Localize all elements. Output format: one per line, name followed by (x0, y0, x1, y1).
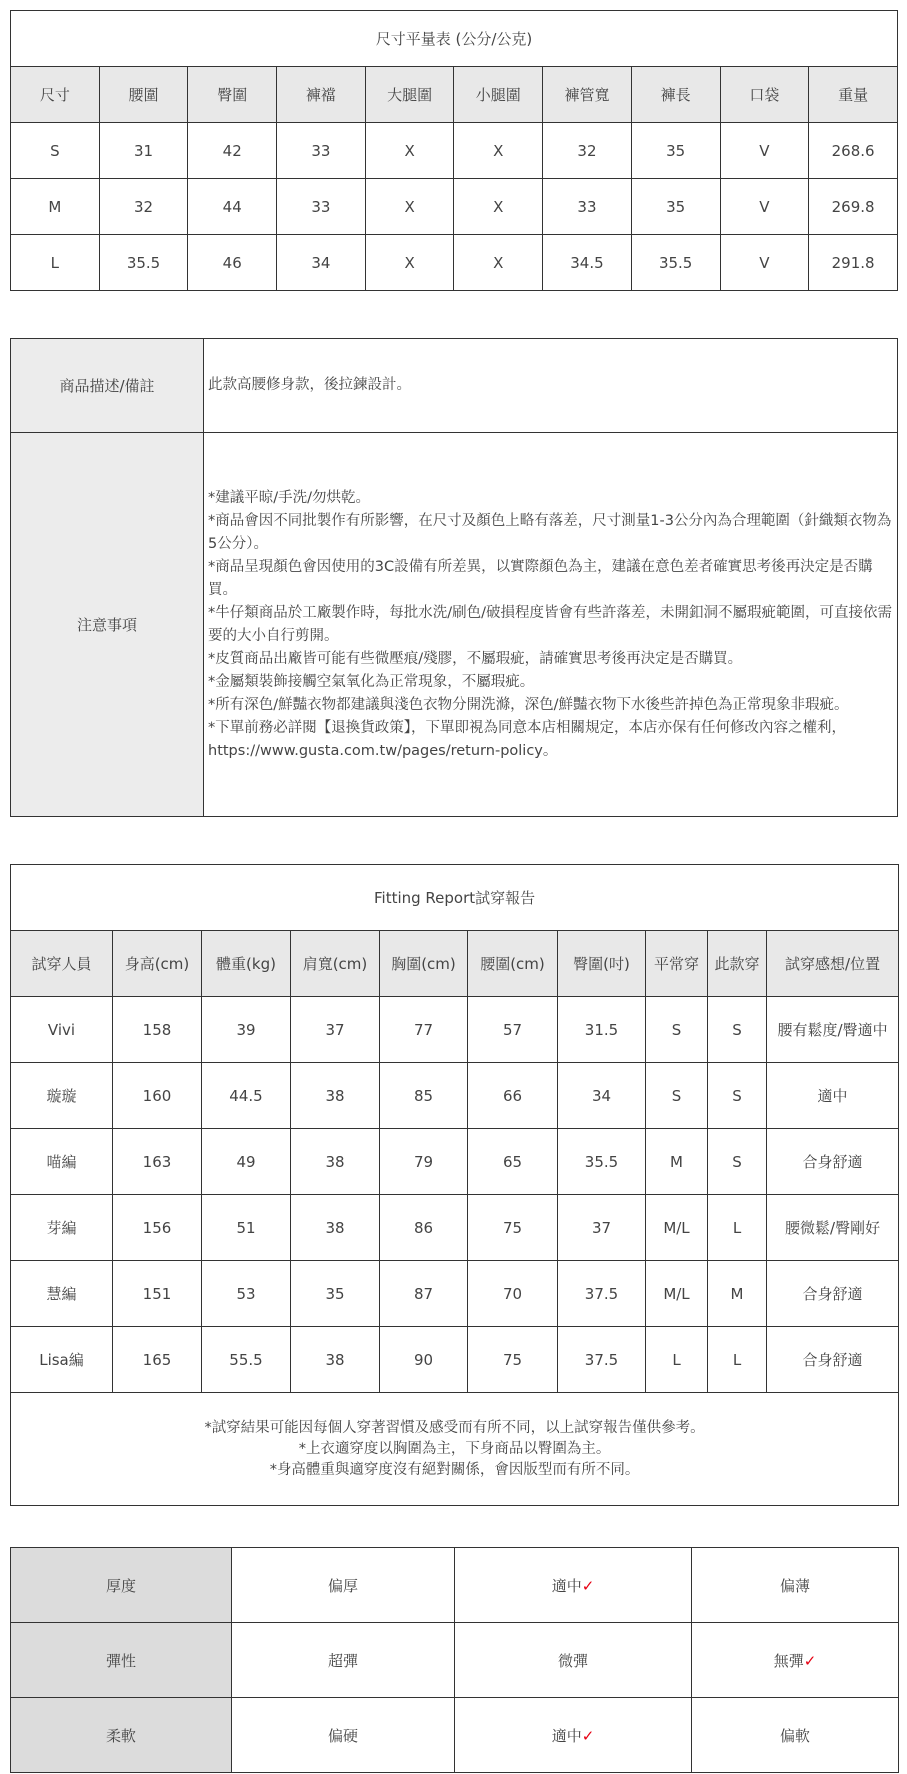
table-cell: L (11, 235, 100, 291)
attribute-row (11, 1623, 899, 1698)
table-cell: 87 (380, 1261, 468, 1327)
table-cell: 34 (277, 235, 366, 291)
fitting-report-header (11, 931, 899, 997)
option-label: 偏硬 (327, 1726, 358, 1745)
table-cell: 腰有鬆度/臀適中 (767, 997, 899, 1063)
note-line: *商品呈現顏色會因使用的3C設備有所差異，以實際顏色為主，建議在意色差者確實思考後再決定是否購買。 (208, 558, 873, 598)
table-cell: M/L (646, 1195, 708, 1261)
size-table-title: 尺寸平量表 (公分/公克) (11, 11, 898, 67)
note-line: *建議平晾/手洗/勿烘乾。 (208, 489, 371, 506)
table-row (11, 1261, 899, 1327)
table-cell: 31 (99, 123, 188, 179)
note-line: *金屬類裝飾接觸空氣氧化為正常現象，不屬瑕疵。 (208, 673, 535, 690)
table-cell: S (11, 123, 100, 179)
check-icon: ✓ (581, 1576, 595, 1595)
description-label: 商品描述/備註 (11, 339, 204, 433)
attribute-option (232, 1623, 455, 1698)
table-cell: 35.5 (558, 1129, 646, 1195)
table-cell: M (708, 1261, 767, 1327)
table-cell: 269.8 (809, 179, 898, 235)
table-cell: L (708, 1327, 767, 1393)
table-cell: 37.5 (558, 1261, 646, 1327)
attribute-option (692, 1698, 899, 1773)
table-cell: 46 (188, 235, 277, 291)
table-cell: 44.5 (202, 1063, 291, 1129)
table-cell: 53 (202, 1261, 291, 1327)
column-header: 胸圍(cm) (380, 931, 468, 997)
fitting-notes-row (11, 1393, 899, 1506)
table-cell: X (365, 179, 454, 235)
table-cell: 35.5 (99, 235, 188, 291)
table-cell: X (454, 179, 543, 235)
table-cell: 合身舒適 (767, 1129, 899, 1195)
column-header: 臀圍(吋) (558, 931, 646, 997)
check-icon: ✓ (581, 1726, 595, 1745)
table-cell: 35 (631, 179, 720, 235)
attribute-label: 柔軟 (11, 1698, 232, 1773)
table-cell: V (720, 235, 809, 291)
table-cell: 35 (631, 123, 720, 179)
column-header: 此款穿 (708, 931, 767, 997)
table-cell: 38 (291, 1063, 380, 1129)
table-cell: L (646, 1327, 708, 1393)
table-cell: 151 (113, 1261, 202, 1327)
table-cell: 33 (277, 123, 366, 179)
description-text: 此款高腰修身款，後拉鍊設計。 (204, 339, 898, 433)
table-cell: 75 (468, 1327, 558, 1393)
table-cell: 79 (380, 1129, 468, 1195)
column-header: 身高(cm) (113, 931, 202, 997)
attribute-option (455, 1548, 692, 1623)
size-table-header (11, 67, 898, 123)
option-label: 無彈 (773, 1651, 804, 1670)
table-cell: 165 (113, 1327, 202, 1393)
note-line: *下單前務必詳閱【退換貨政策】，下單即視為同意本店相關規定，本店亦保有任何修改內容之權利，https://www.gusta.com.tw/pages/return-policy。 (208, 719, 846, 759)
table-cell: 268.6 (809, 123, 898, 179)
attribute-option (455, 1698, 692, 1773)
table-cell: 163 (113, 1129, 202, 1195)
attribute-option (455, 1623, 692, 1698)
attribute-row (11, 1548, 899, 1623)
table-cell: 57 (468, 997, 558, 1063)
table-cell: X (454, 123, 543, 179)
table-cell: 32 (543, 123, 632, 179)
fitting-report-title: Fitting Report試穿報告 (11, 865, 899, 931)
table-row (11, 1327, 899, 1393)
notes-text (204, 433, 898, 817)
table-cell: 35 (291, 1261, 380, 1327)
column-header: 腰圍 (99, 67, 188, 123)
table-cell: M/L (646, 1261, 708, 1327)
note-line: *身高體重與適穿度沒有絕對關係，會因版型而有所不同。 (269, 1461, 640, 1478)
table-cell: 32 (99, 179, 188, 235)
table-cell: X (454, 235, 543, 291)
table-cell: 55.5 (202, 1327, 291, 1393)
table-cell: 璇璇 (11, 1063, 113, 1129)
table-cell: 適中 (767, 1063, 899, 1129)
table-cell: 37 (291, 997, 380, 1063)
table-cell: 75 (468, 1195, 558, 1261)
column-header: 尺寸 (11, 67, 100, 123)
table-row (11, 1129, 899, 1195)
table-cell: 34 (558, 1063, 646, 1129)
fabric-attributes-table (10, 1547, 899, 1773)
column-header: 腰圍(cm) (468, 931, 558, 997)
table-cell: V (720, 179, 809, 235)
table-row (11, 123, 898, 179)
table-cell: 34.5 (543, 235, 632, 291)
table-cell: 156 (113, 1195, 202, 1261)
table-cell: 44 (188, 179, 277, 235)
attribute-option (232, 1698, 455, 1773)
table-cell: 合身舒適 (767, 1261, 899, 1327)
table-cell: 37.5 (558, 1327, 646, 1393)
option-label: 適中 (551, 1576, 582, 1595)
table-cell: 33 (543, 179, 632, 235)
column-header: 體重(kg) (202, 931, 291, 997)
table-cell: S (708, 1129, 767, 1195)
column-header: 臀圍 (188, 67, 277, 123)
note-line: *商品會因不同批製作有所影響，在尺寸及顏色上略有落差，尺寸測量1-3公分內為合理範圍（針織類衣物為5公分）。 (208, 512, 892, 552)
table-cell: Vivi (11, 997, 113, 1063)
table-cell: 90 (380, 1327, 468, 1393)
table-cell: 38 (291, 1195, 380, 1261)
column-header: 試穿人員 (11, 931, 113, 997)
column-header: 褲長 (631, 67, 720, 123)
option-label: 超彈 (327, 1651, 358, 1670)
note-line: *所有深色/鮮豔衣物都建議與淺色衣物分開洗滌，深色/鮮豔衣物下水後些許掉色為正常現象非瑕疵。 (208, 696, 849, 713)
table-row (11, 235, 898, 291)
table-cell: 51 (202, 1195, 291, 1261)
table-cell: 66 (468, 1063, 558, 1129)
table-cell: 腰微鬆/臀剛好 (767, 1195, 899, 1261)
table-cell: L (708, 1195, 767, 1261)
note-line: *牛仔類商品於工廠製作時，每批水洗/刷色/破損程度皆會有些許落差，未開釦洞不屬瑕疵範圍，可直接依需要的大小自行剪開。 (208, 604, 893, 644)
column-header: 口袋 (720, 67, 809, 123)
table-cell: 31.5 (558, 997, 646, 1063)
option-label: 適中 (551, 1726, 582, 1745)
check-icon: ✓ (803, 1651, 817, 1670)
table-cell: 160 (113, 1063, 202, 1129)
table-cell: 38 (291, 1327, 380, 1393)
table-cell: 喵編 (11, 1129, 113, 1195)
table-cell: 86 (380, 1195, 468, 1261)
table-cell: 芽編 (11, 1195, 113, 1261)
table-cell: 合身舒適 (767, 1327, 899, 1393)
table-cell: 291.8 (809, 235, 898, 291)
notes-label: 注意事項 (11, 433, 204, 817)
note-line: *試穿結果可能因每個人穿著習慣及感受而有所不同，以上試穿報告僅供參考。 (204, 1419, 705, 1436)
table-cell: 35.5 (631, 235, 720, 291)
fitting-report-table (10, 864, 899, 1506)
column-header: 大腿圍 (365, 67, 454, 123)
table-cell: M (11, 179, 100, 235)
option-label: 偏厚 (327, 1576, 358, 1595)
table-row (11, 179, 898, 235)
note-line: *皮質商品出廠皆可能有些微壓痕/殘膠，不屬瑕疵，請確實思考後再決定是否購買。 (208, 650, 743, 667)
table-cell: 49 (202, 1129, 291, 1195)
attribute-option (692, 1548, 899, 1623)
table-cell: X (365, 235, 454, 291)
table-cell: Lisa編 (11, 1327, 113, 1393)
option-label: 偏軟 (779, 1726, 810, 1745)
description-table (10, 338, 898, 817)
fitting-notes (11, 1393, 899, 1506)
table-cell: 37 (558, 1195, 646, 1261)
table-cell: V (720, 123, 809, 179)
table-cell: 85 (380, 1063, 468, 1129)
table-cell: 77 (380, 997, 468, 1063)
table-cell: 33 (277, 179, 366, 235)
table-cell: 65 (468, 1129, 558, 1195)
attribute-label: 厚度 (11, 1548, 232, 1623)
table-cell: S (708, 997, 767, 1063)
table-row (11, 1063, 899, 1129)
column-header: 肩寬(cm) (291, 931, 380, 997)
table-row (11, 997, 899, 1063)
column-header: 重量 (809, 67, 898, 123)
table-cell: X (365, 123, 454, 179)
option-label: 微彈 (557, 1651, 588, 1670)
attribute-row (11, 1698, 899, 1773)
column-header: 試穿感想/位置 (767, 931, 899, 997)
column-header: 平常穿 (646, 931, 708, 997)
table-cell: 70 (468, 1261, 558, 1327)
note-line: *上衣適穿度以胸圍為主，下身商品以臀圍為主。 (298, 1440, 611, 1457)
column-header: 褲襠 (277, 67, 366, 123)
table-cell: 慧編 (11, 1261, 113, 1327)
table-cell: 39 (202, 997, 291, 1063)
attribute-option (692, 1623, 899, 1698)
table-cell: S (646, 1063, 708, 1129)
table-cell: S (646, 997, 708, 1063)
table-cell: M (646, 1129, 708, 1195)
table-cell: 158 (113, 997, 202, 1063)
table-cell: 38 (291, 1129, 380, 1195)
table-row (11, 1195, 899, 1261)
size-table (10, 10, 898, 291)
attribute-label: 彈性 (11, 1623, 232, 1698)
table-cell: S (708, 1063, 767, 1129)
column-header: 褲管寬 (543, 67, 632, 123)
option-label: 偏薄 (779, 1576, 810, 1595)
table-cell: 42 (188, 123, 277, 179)
column-header: 小腿圍 (454, 67, 543, 123)
attribute-option (232, 1548, 455, 1623)
